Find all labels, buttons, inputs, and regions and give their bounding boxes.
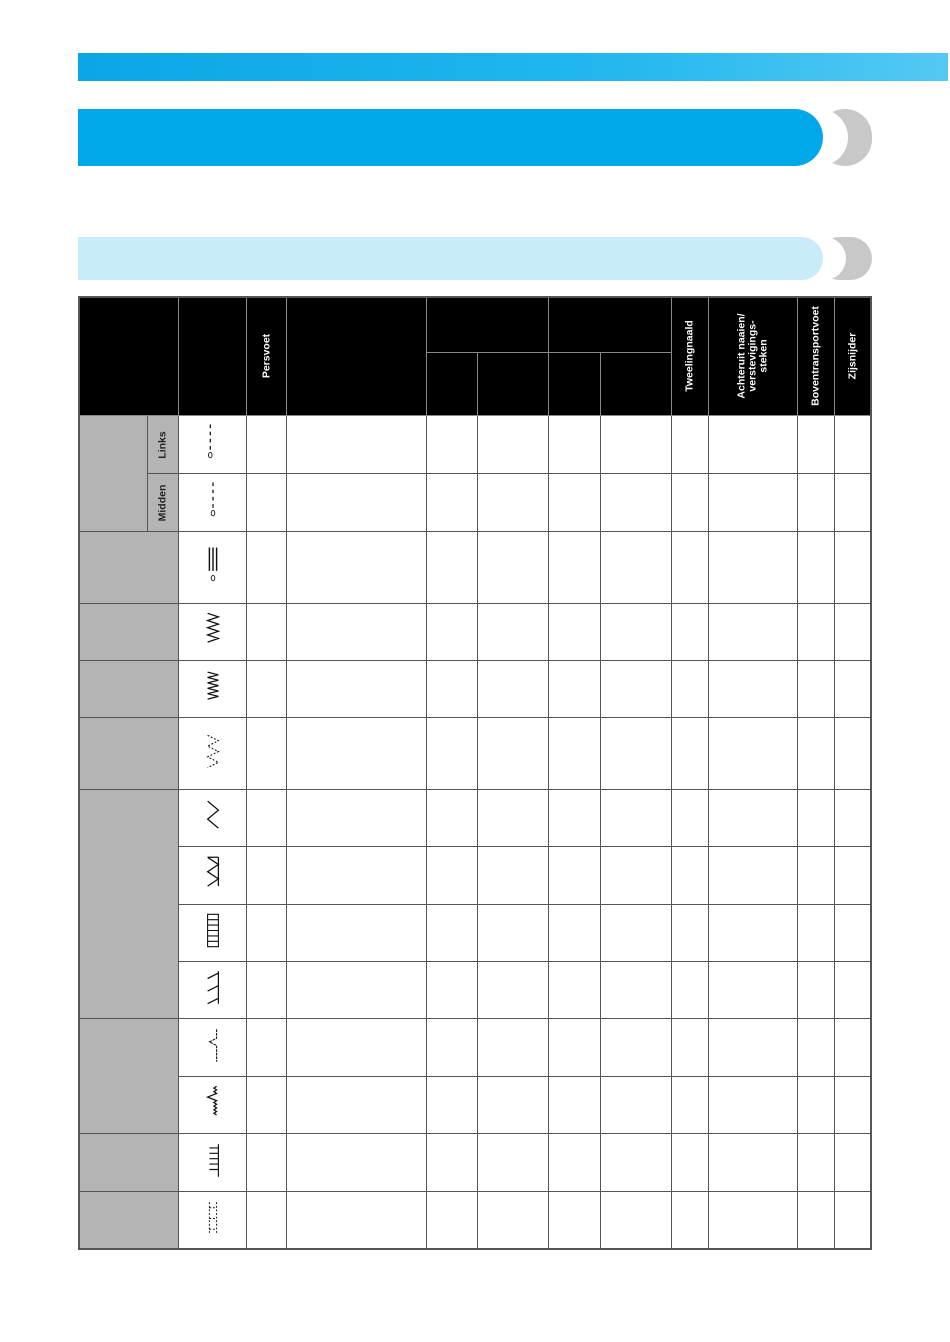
blind-hem-stitch-icon [204,1025,222,1070]
table-cell [427,1077,478,1134]
table-cell [672,847,709,905]
table-cell [672,718,709,790]
header-zijsnijder [835,296,872,416]
table-cell [549,1192,601,1250]
table-cell [601,661,672,718]
table-cell [287,474,427,532]
table-cell [835,1077,872,1134]
table-cell [478,474,549,532]
table-cell [709,1134,798,1192]
table-cell [709,718,798,790]
stitch-cell [179,1192,247,1250]
table-cell [478,1019,549,1077]
table-cell [798,661,835,718]
stitch-cell [179,1019,247,1077]
table-cell [427,1019,478,1077]
category-overcast [78,790,179,1019]
table-cell [709,847,798,905]
overcast-slanted-icon [204,968,222,1013]
table-cell [672,1019,709,1077]
header-achteruit [709,296,798,416]
table-cell [672,416,709,474]
table-cell [709,905,798,962]
table-cell [709,1019,798,1077]
header-group-2 [549,296,672,353]
table-cell [835,790,872,847]
table-cell [478,604,549,661]
table-cell [798,474,835,532]
table-cell [247,790,287,847]
table-cell [709,661,798,718]
table-cell [427,532,478,604]
table-cell [798,962,835,1019]
category-zigzag [78,604,179,661]
header-group-2-a [549,353,601,416]
stitch-cell [179,790,247,847]
table-cell [601,1134,672,1192]
applique-stitch-icon [204,1140,222,1185]
table-cell [549,416,601,474]
table-cell [478,661,549,718]
table-cell [247,905,287,962]
table-cell [478,416,549,474]
table-cell [798,718,835,790]
header-group-2-b [601,353,672,416]
table-cell [247,1134,287,1192]
table-cell [287,790,427,847]
table-cell [549,532,601,604]
table-cell [601,1192,672,1250]
table-cell [672,1134,709,1192]
table-cell [601,790,672,847]
table-cell [549,1077,601,1134]
table-cell [478,1077,549,1134]
table-cell [798,1134,835,1192]
header-group-1-a [427,353,478,416]
table-cell [427,962,478,1019]
table-cell [835,416,872,474]
header-stitch [179,296,247,416]
table-cell [287,604,427,661]
header-category [78,296,179,416]
table-cell [478,790,549,847]
table-cell [427,790,478,847]
category-applique [78,1134,179,1192]
header-persvoet [247,296,287,416]
stitch-cell [179,416,247,474]
table-cell [798,905,835,962]
table-cell [478,718,549,790]
table-cell [287,1019,427,1077]
table-cell [835,532,872,604]
table-cell [427,905,478,962]
table-cell [247,718,287,790]
table-cell [427,474,478,532]
table-cell [247,1192,287,1250]
overcast-stitch-icon [204,796,222,841]
three-step-zigzag-icon [204,731,222,776]
category-shell-tuck [78,1192,179,1250]
table-cell [835,1192,872,1250]
table-cell [247,532,287,604]
header-zijsnijder-label: Zijsnijder [846,332,859,379]
table-cell [672,661,709,718]
table-cell [247,474,287,532]
table-cell [427,604,478,661]
stitch-cell [179,532,247,604]
table-cell [427,718,478,790]
header-achteruit-label: Achteruit naaien/ verstevigings- steken [735,312,770,399]
table-cell [478,1134,549,1192]
table-cell [835,962,872,1019]
table-cell [478,1192,549,1250]
header-boventransportvoet-label: Boventransportvoet [809,305,822,406]
stitch-cell [179,718,247,790]
category-straight [78,416,148,532]
table-cell [709,532,798,604]
table-cell [478,847,549,905]
table-cell [601,1077,672,1134]
table-cell [287,718,427,790]
stitch-cell [179,962,247,1019]
table-cell [709,1077,798,1134]
table-cell [835,604,872,661]
table-cell [601,1019,672,1077]
table-cell [672,474,709,532]
header-group-1 [427,296,549,353]
header-tweelingnaald-label: Tweelingnaald [683,319,696,392]
table-cell [835,661,872,718]
table-cell [601,532,672,604]
overcast-double-icon [204,853,222,898]
stitch-cell [179,847,247,905]
table-cell [549,790,601,847]
table-cell [798,532,835,604]
table-cell [427,416,478,474]
table-cell [798,1192,835,1250]
table-cell [709,604,798,661]
needle-position-links [148,416,179,474]
table-cell [549,718,601,790]
table-cell [427,1192,478,1250]
table-cell [287,1134,427,1192]
table-cell [835,718,872,790]
table-cell [247,962,287,1019]
stitch-cell [179,604,247,661]
table-cell [672,532,709,604]
table-cell [709,790,798,847]
category-blind-hem [78,1019,179,1134]
category-three-step-zigzag [78,718,179,790]
table-cell [601,474,672,532]
table-cell [549,962,601,1019]
table-cell [709,1192,798,1250]
table-cell [835,905,872,962]
table-cell [247,1077,287,1134]
table-cell [549,905,601,962]
table-cell [601,962,672,1019]
table-cell [672,604,709,661]
header-boventransportvoet [798,296,835,416]
table-cell [835,474,872,532]
table-cell [798,416,835,474]
table-cell [672,1077,709,1134]
table-cell [549,474,601,532]
table-cell [709,962,798,1019]
header-persvoet-label: Persvoet [260,333,272,378]
subsection-banner [78,237,823,280]
table-cell [287,962,427,1019]
section-banner [78,109,823,166]
table-cell [287,532,427,604]
table-cell [798,1019,835,1077]
table-cell [672,962,709,1019]
table-cell [427,661,478,718]
table-cell [601,416,672,474]
table-cell [287,416,427,474]
table-cell [549,1019,601,1077]
table-cell [601,718,672,790]
table-cell [835,1134,872,1192]
overcast-reinforced-icon [204,911,222,956]
table-cell [247,416,287,474]
table-cell [247,1019,287,1077]
table-cell [478,532,549,604]
category-two-step-zigzag [78,661,179,718]
table-cell [835,1019,872,1077]
table-cell [798,604,835,661]
needle-midden-label: Midden [156,484,169,521]
table-cell [798,847,835,905]
header-group-1-b [478,353,549,416]
table-cell [709,416,798,474]
table-cell [549,604,601,661]
table-cell [247,847,287,905]
table-cell [835,847,872,905]
stitch-cell [179,474,247,532]
table-cell [672,790,709,847]
straight-stitch-middle-icon [204,480,222,525]
table-cell [672,1192,709,1250]
two-step-zigzag-icon [204,667,222,712]
stitch-cell [179,1077,247,1134]
table-cell [672,905,709,962]
header-application [287,296,427,416]
table-cell [287,847,427,905]
blind-hem-elastic-icon [204,1083,222,1128]
table-cell [287,905,427,962]
table-cell [601,847,672,905]
table-cell [601,604,672,661]
category-triple [78,532,179,604]
triple-straight-stitch-icon [204,545,222,590]
needle-position-midden [148,474,179,532]
table-cell [798,1077,835,1134]
stitch-cell [179,661,247,718]
shell-tuck-stitch-icon [204,1198,222,1243]
table-cell [287,1192,427,1250]
table-cell [427,847,478,905]
zigzag-stitch-icon [204,610,222,655]
table-cell [427,1134,478,1192]
table-cell [287,661,427,718]
table-cell [478,905,549,962]
stitch-settings-table [78,296,872,1250]
table-cell [549,661,601,718]
table-cell [287,1077,427,1134]
stitch-cell [179,1134,247,1192]
needle-links-label: Links [156,430,169,459]
table-cell [478,962,549,1019]
table-cell [709,474,798,532]
straight-stitch-left-icon [204,422,222,467]
table-cell [247,661,287,718]
table-cell [601,905,672,962]
header-tweelingnaald [672,296,709,416]
table-cell [247,604,287,661]
table-cell [549,1134,601,1192]
stitch-cell [179,905,247,962]
table-cell [549,847,601,905]
top-color-bar [78,53,948,81]
table-cell [798,790,835,847]
